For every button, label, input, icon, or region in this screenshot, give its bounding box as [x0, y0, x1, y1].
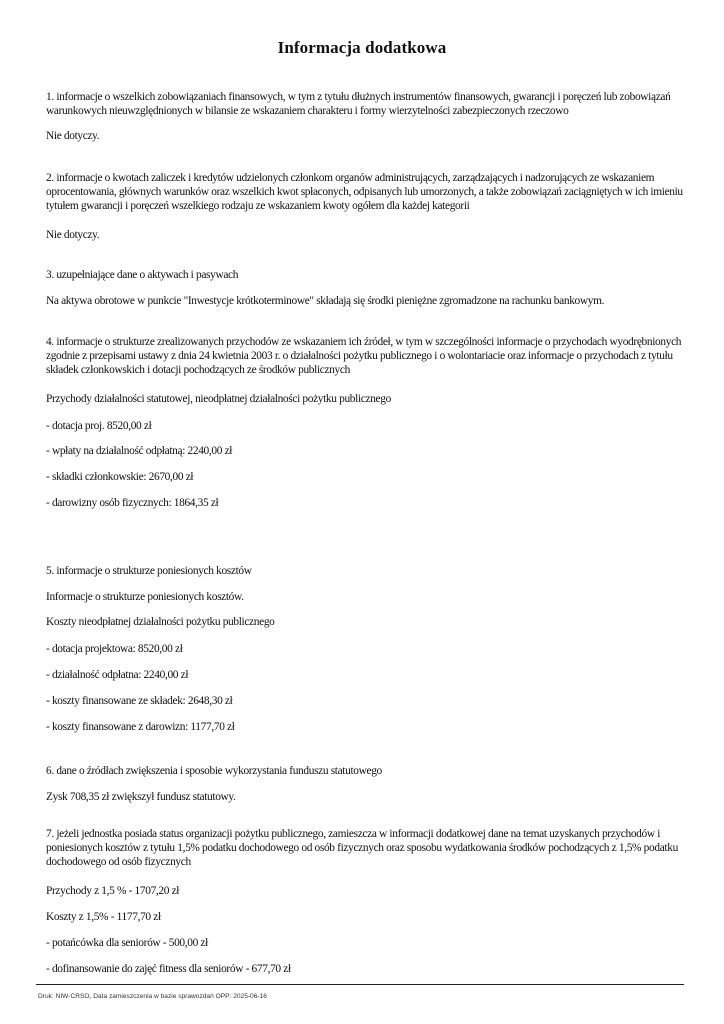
cost-item: - koszty finansowane ze składek: 2648,30 zł — [46, 695, 233, 707]
opp-item: Przychody z 1,5 % - 1707,20 zł — [46, 885, 180, 897]
section-2-heading: 2. informacje o kwotach zaliczek i kredytów udzielonych członkom organów administrujących, zarządzających i nadzorujących ze wskazaniem oprocentowania, głównych warunków oraz wszelkich kwot spłaconych, odpisanych lub umorzonych, a także zobowiązań zaciągniętych w ich imieniu tytułem gwarancji i poręczeń wszelkiego rodzaju ze wskazaniem kwoty ogółem dla każdej kategorii — [46, 172, 683, 212]
income-item: - wpłaty na działalność odpłatną: 2240,00 zł — [46, 445, 233, 457]
section-3-heading: 3. uzupełniające dane o aktywach i pasywach — [46, 269, 239, 281]
section-5-heading: 5. informacje o strukturze poniesionych kosztów — [46, 565, 252, 577]
section-1-body: Nie dotyczy. — [46, 130, 100, 142]
section-7-heading: 7. jeżeli jednostka posiada status organizacji pożytku publicznego, zamieszcza w informacji dodatkowej dane na temat uzyskanych przychodów i poniesionych kosztów z tytułu 1,5% podatku dochodowego od osób fizycznych oraz sposobu wydatkowania środków pochodzących z 1,5% podatku dochodowego od osób fizycznych — [46, 828, 678, 868]
section-3-body: Na aktywa obrotowe w punkcie "Inwestycje krótkoterminowe" składają się środki pieniężne zgromadzone na rachunku bankowym. — [46, 295, 605, 307]
footer-divider — [36, 984, 684, 985]
opp-item: - dofinansowanie do zajęć fitness dla seniorów - 677,70 zł — [46, 963, 291, 975]
print-footer: Druk: NIW-CRSO, Data zamieszczenia w bazie sprawozdań OPP: 2025-06-16 — [38, 993, 267, 1000]
opp-item: Koszty z 1,5% - 1177,70 zł — [46, 911, 161, 923]
cost-item: - dotacja projektowa: 8520,00 zł — [46, 643, 183, 655]
section-5-intro: Informacje o strukturze poniesionych kosztów. — [46, 591, 244, 603]
page-title: Informacja dodatkowa — [277, 38, 447, 57]
section-2-body: Nie dotyczy. — [46, 229, 100, 241]
section-4-heading: 4. informacje o strukturze zrealizowanych przychodów ze wskazaniem ich źródeł, w tym w szczególności informacje o przychodach wyodrębnionych zgodnie z przepisami ustawy z dnia 24 kwietnia 2003 r. o działalności pożytku publicznego i o wolontariacie oraz informacje o przychodach z tytułu składek członkowskich i dotacji pochodzących ze środków publicznych — [46, 336, 682, 376]
section-6-heading: 6. dane o źródłach zwiększenia i sposobie wykorzystania funduszu statutowego — [46, 765, 382, 777]
section-4-intro: Przychody działalności statutowej, nieodpłatnej działalności pożytku publicznego — [46, 393, 391, 405]
section-5-subintro: Koszty nieodpłatnej działalności pożytku publicznego — [46, 616, 275, 628]
income-item: - darowizny osób fizycznych: 1864,35 zł — [46, 497, 219, 509]
opp-item: - potańcówka dla seniorów - 500,00 zł — [46, 937, 208, 949]
section-6-body: Zysk 708,35 zł zwiększył fundusz statutowy. — [46, 791, 236, 803]
cost-item: - działalność odpłatna: 2240,00 zł — [46, 669, 189, 681]
section-1-heading: 1. informacje o wszelkich zobowiązaniach finansowych, w tym z tytułu dłużnych instrumentów finansowych, gwarancji i poręczeń lub zobowiązań warunkowych nieuwzględnionych w bilansie ze wskazaniem charakteru i formy wierzytelności zabezpieczonych rzeczowo — [46, 91, 671, 117]
income-item: - składki członkowskie: 2670,00 zł — [46, 471, 194, 483]
cost-item: - koszty finansowane z darowizn: 1177,70 zł — [46, 721, 235, 733]
income-item: - dotacja proj. 8520,00 zł — [46, 420, 152, 432]
